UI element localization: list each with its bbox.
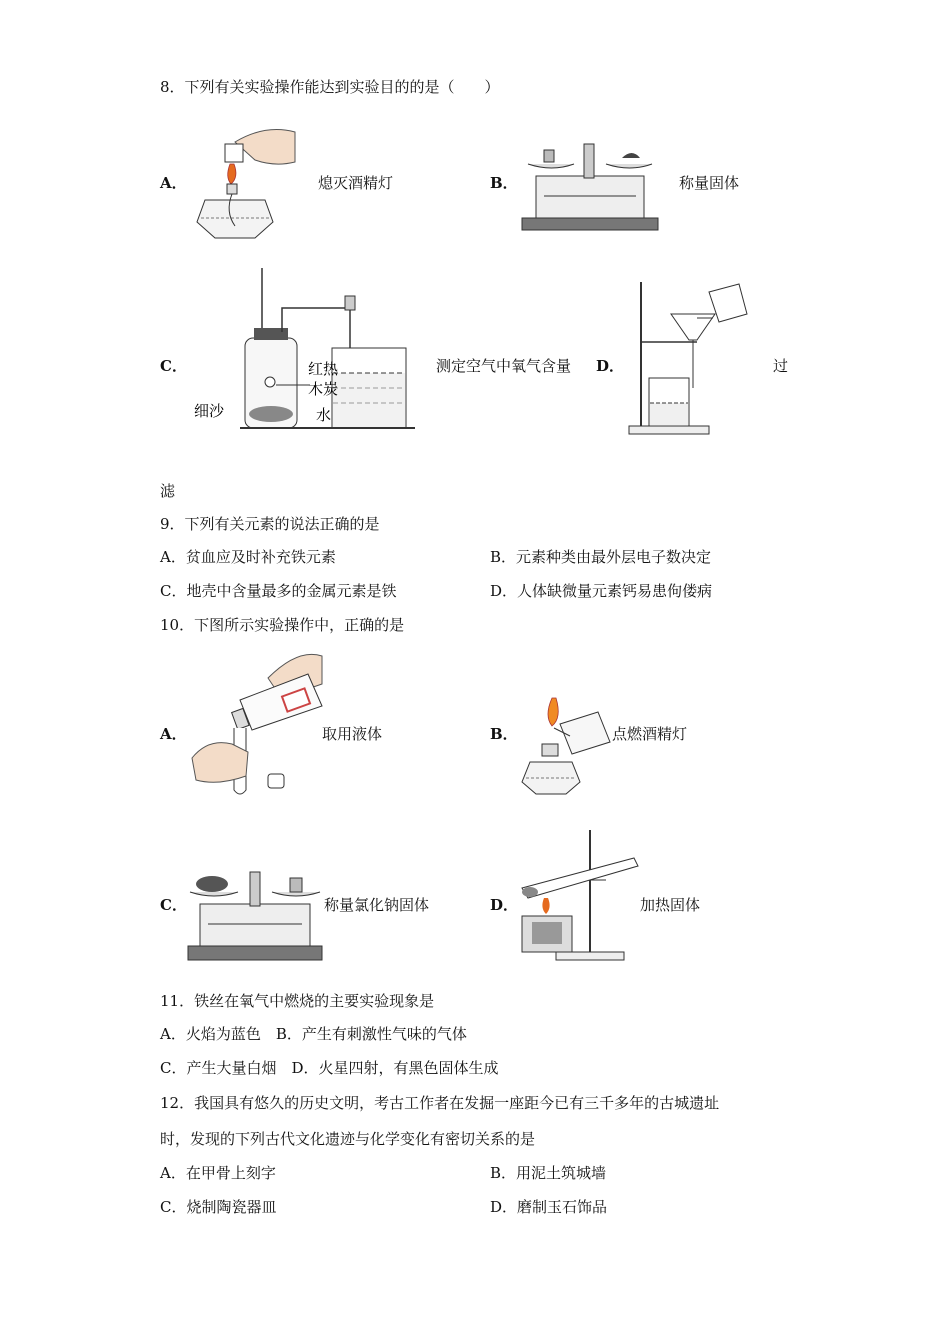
- q10-figure-d-heat-solid: [516, 826, 646, 961]
- q10-figure-a-pour-liquid: [188, 648, 328, 798]
- q10-option-a-letter: A．: [160, 725, 187, 743]
- q8-option-b-text: 称量固体: [679, 174, 740, 192]
- q8-option-c-letter: C．: [160, 357, 187, 375]
- q10-option-d-letter: D．: [490, 896, 519, 914]
- label-water: 水: [316, 406, 332, 424]
- label-sand: 细沙: [194, 402, 225, 420]
- q9-option-d: D．人体缺微量元素钙易患佝偻病: [490, 582, 713, 600]
- q8-figure-c-oxygen-measurement: [190, 268, 420, 438]
- q9-option-b: B．元素种类由最外层电子数决定: [490, 548, 712, 566]
- q8-option-a-text: 熄灭酒精灯: [318, 174, 394, 192]
- q8-option-c-text: 测定空气中氧气含量: [436, 357, 572, 375]
- q12-option-b: B．用泥土筑城墙: [490, 1164, 607, 1182]
- q8-option-d-letter: D．: [596, 357, 625, 375]
- q10-option-b-text: 点燃酒精灯: [612, 725, 688, 743]
- q10-option-b-letter: B．: [490, 725, 518, 743]
- q12-option-c: C．烧制陶瓷器皿: [160, 1198, 277, 1216]
- q10-option-c-letter: C．: [160, 896, 187, 914]
- q12-option-a: A．在甲骨上刻字: [160, 1164, 276, 1182]
- q11-stem: 11．铁丝在氧气中燃烧的主要实验现象是: [160, 992, 435, 1010]
- label-phosphorus: 红热: [308, 360, 339, 378]
- q12-stem-line-1: 12．我国具有悠久的历史文明，考古工作者在发掘一座距今已有三千多年的古城遗址: [160, 1094, 720, 1112]
- q8-figure-a-extinguish-lamp: [195, 122, 305, 242]
- q12-option-d: D．磨制玉石饰品: [490, 1198, 608, 1216]
- q10-figure-b-light-lamp: [518, 690, 618, 800]
- q8-option-d-text-1: 过: [773, 357, 789, 375]
- q10-option-a-text: 取用液体: [322, 725, 383, 743]
- q12-stem-line-2: 时，发现的下列古代文化遗迹与化学变化有密切关系的是: [160, 1130, 536, 1148]
- q9-stem: 9．下列有关元素的说法正确的是: [160, 515, 380, 533]
- q8-stem: 8．下列有关实验操作能达到实验目的的是（ ）: [160, 78, 500, 96]
- q8-option-a-letter: A．: [160, 174, 187, 192]
- q8-option-b-letter: B．: [490, 174, 518, 192]
- q9-option-c: C．地壳中含量最多的金属元素是铁: [160, 582, 397, 600]
- q11-options-line-1: A．火焰为蓝色 B．产生有刺激性气味的气体: [160, 1025, 467, 1043]
- q10-stem: 10．下图所示实验操作中，正确的是: [160, 616, 405, 634]
- q8-option-d-text-2: 滤: [160, 482, 176, 500]
- label-charcoal: 木炭: [308, 380, 339, 398]
- q8-figure-b-balance: [522, 138, 662, 233]
- q11-options-line-2: C．产生大量白烟 D．火星四射，有黑色固体生成: [160, 1059, 499, 1077]
- q10-figure-c-weigh-nacl: [186, 864, 326, 964]
- q8-figure-d-filtration: [627, 278, 757, 438]
- q10-option-d-text: 加热固体: [640, 896, 701, 914]
- q9-option-a: A．贫血应及时补充铁元素: [160, 548, 336, 566]
- q10-option-c-text: 称量氯化钠固体: [324, 896, 430, 914]
